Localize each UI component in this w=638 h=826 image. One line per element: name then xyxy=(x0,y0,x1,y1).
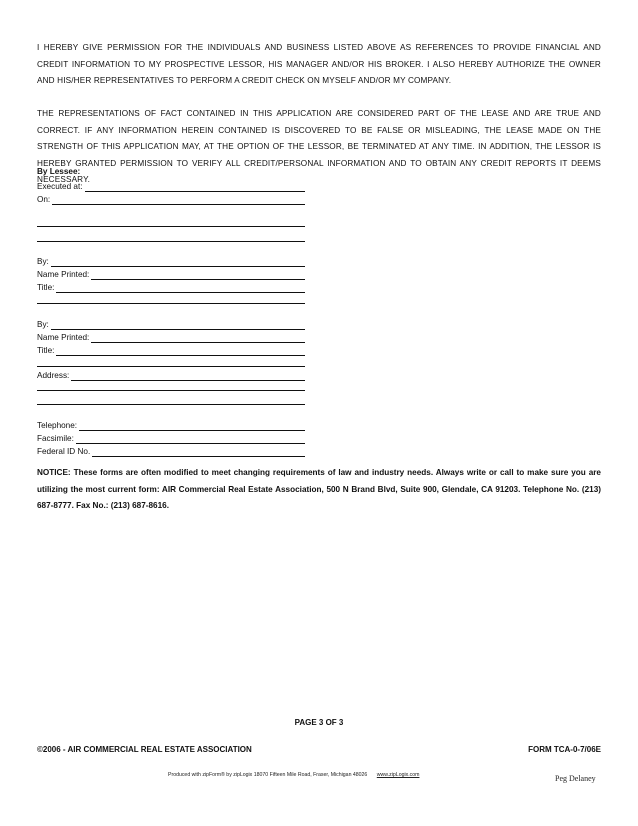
notice-paragraph: NOTICE: These forms are often modified to meet changing requirements of law and industry needs. Always write or call to make sure you are utilizing the most current form: AIR Commercial Real Estate Association, 500 N Brand Blvd, Suite 900, Glendale, CA 91203. Telephone No. (213) 687-8777. Fax No.: (213) 687-8616. xyxy=(37,468,601,511)
produced-by-text: Produced with zipForm® by zipLogix 18070 Fifteen Mile Road, Fraser, Michigan 48026 xyxy=(168,772,368,778)
representations-paragraph: THE REPRESENTATIONS OF FACT CONTAINED IN THIS APPLICATION ARE CONSIDERED PART OF THE LEASE AND ARE TRUE AND CORRECT. IF ANY INFORMATION HEREIN CONTAINED IS DISCOVERED TO BE FALSE OR MISLEADING, THE LEASE MADE ON THE STRENGTH OF THIS APPLICATION MAY, AT THE OPTION OF THE LESSOR, BE TERMINATED AT ANY TIME. IN ADDITION, THE LESSOR IS HEREBY GRANTED PERMISSION TO VERIFY ALL CREDIT/PERSONAL INFORMATION AND TO OBTAIN ANY CREDIT REPORTS IT DEEMS NECESSARY. xyxy=(37,109,601,185)
signer2-by-row xyxy=(37,317,305,330)
executed-at-row xyxy=(37,179,305,192)
signer1-title-label: Title: xyxy=(37,283,55,292)
lessee-signature-line[interactable] xyxy=(37,226,305,227)
signer1-by-field[interactable] xyxy=(51,257,305,267)
federal-id-field[interactable] xyxy=(92,447,305,457)
agent-name: Peg Delaney xyxy=(555,774,596,783)
page-number: PAGE 3 OF 3 xyxy=(294,718,344,727)
signer1-title-row xyxy=(37,280,305,293)
address-line-3[interactable] xyxy=(37,404,305,405)
address-line-2[interactable] xyxy=(37,390,305,391)
signer1-name-row xyxy=(37,267,305,280)
telephone-field[interactable] xyxy=(79,421,305,431)
signer2-title-label: Title: xyxy=(37,346,55,355)
signer2-title-row xyxy=(37,343,305,356)
signer2-name-field[interactable] xyxy=(91,333,305,343)
federal-id-row xyxy=(37,444,305,457)
form-id: FORM TCA-0-7/06E xyxy=(528,745,601,754)
address-label: Address: xyxy=(37,371,70,380)
on-row xyxy=(37,192,305,205)
signer1-title-field[interactable] xyxy=(56,283,305,293)
facsimile-field[interactable] xyxy=(76,434,305,444)
signer1-name-label: Name Printed: xyxy=(37,270,90,279)
executed-at-field[interactable] xyxy=(85,182,305,192)
signer2-by-field[interactable] xyxy=(51,320,305,330)
lessee-signature-line-2[interactable] xyxy=(37,241,305,242)
ziplogix-link[interactable]: www.zipLogix.com xyxy=(376,772,420,778)
signer2-name-label: Name Printed: xyxy=(37,333,90,342)
signer1-by-row xyxy=(37,254,305,267)
signer2-by-label: By: xyxy=(37,320,49,329)
executed-at-label: Executed at: xyxy=(37,182,83,191)
signer1-extra-line[interactable] xyxy=(37,303,305,304)
signer2-title-field[interactable] xyxy=(56,346,305,356)
federal-id-label: Federal ID No. xyxy=(37,447,91,456)
signer1-name-field[interactable] xyxy=(91,270,305,280)
permission-paragraph: I HEREBY GIVE PERMISSION FOR THE INDIVIDUALS AND BUSINESS LISTED ABOVE AS REFERENCES TO PROVIDE FINANCIAL AND CREDIT INFORMATION TO MY PROSPECTIVE LESSOR, HIS MANAGER AND/OR HIS BROKER. I ALSO HEREBY AUTHORIZE THE OWNER AND HIS/HER REPRESENTATIVES TO PERFORM A CREDIT CHECK ON MYSELF AND/OR MY COMPANY. xyxy=(37,43,601,86)
produced-by-footer xyxy=(168,772,419,778)
facsimile-label: Facsimile: xyxy=(37,434,74,443)
signer1-by-label: By: xyxy=(37,257,49,266)
signer2-name-row xyxy=(37,330,305,343)
on-field[interactable] xyxy=(52,195,305,205)
facsimile-row xyxy=(37,431,305,444)
address-row xyxy=(37,368,305,381)
on-label: On: xyxy=(37,195,51,204)
address-field[interactable] xyxy=(71,371,305,381)
telephone-label: Telephone: xyxy=(37,421,78,430)
signer2-extra-line[interactable] xyxy=(37,366,305,367)
copyright-notice: ©2006 - AIR COMMERCIAL REAL ESTATE ASSOCIATION xyxy=(37,745,252,754)
telephone-row xyxy=(37,418,305,431)
lessee-heading: By Lessee: xyxy=(37,167,81,176)
